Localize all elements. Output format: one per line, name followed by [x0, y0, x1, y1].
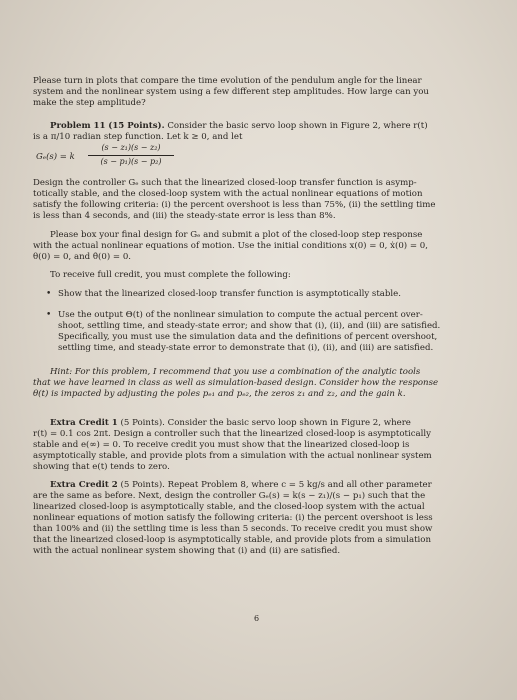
bullet2-line-1: Use the output Θ(t) of the nonlinear simulation to compute the actual percent over-	[58, 310, 423, 320]
extra2-line-1: Repeat Problem 8, where c = 5 kg/s and all other parameter	[167, 480, 432, 490]
extra2-points: (5 Points).	[120, 480, 165, 490]
extra1-line-4: asymptotically stable, and provide plots from a simulation with the actual nonlinear system	[33, 451, 432, 461]
formula-numerator: (s − z₁)(s − z₂)	[101, 143, 161, 152]
extra2-line-3: linearized closed-loop is asymptotically stable, and the closed-loop system with the actual	[33, 502, 425, 512]
extra2-heading-line	[50, 480, 432, 491]
formula-lhs: Gₑ(s) = k	[36, 152, 75, 162]
extra1-points: (5 Points).	[120, 418, 165, 428]
problem11-line-1: Consider the basic servo loop shown in Figure 2, where r(t)	[167, 121, 428, 131]
design-line-1: Design the controller Gₑ such that the linearized closed-loop transfer function is asymp-	[33, 178, 417, 188]
bullet2-line-2: shoot, settling time, and steady-state error; and show that (i), (ii), and (iii) are satisfied.	[58, 321, 441, 331]
bullet-marker-1: •	[46, 289, 52, 299]
extra2-line-4: nonlinear equations of motion satisfy the following criteria: (i) the percent overshoot is less	[33, 513, 433, 523]
bullet-marker-2: •	[46, 310, 52, 320]
credit-intro: To receive full credit, you must complete the following:	[50, 270, 291, 280]
intro-line-2: system and the nonlinear system using a few different step amplitudes. How large can you	[33, 87, 429, 97]
extra1-line-3: stable and e(∞) = 0. To receive credit you must show that the linearized closed-loop is	[33, 440, 410, 450]
formula-fraction-bar	[88, 155, 174, 156]
extra1-line-5: showing that e(t) tends to zero.	[33, 462, 170, 472]
intro-line-1: Please turn in plots that compare the time evolution of the pendulum angle for the linear	[33, 76, 422, 86]
post-line-1: Please box your final design for Gₑ and submit a plot of the closed-loop step response	[50, 230, 423, 240]
extra2-heading: Extra Credit 2	[50, 480, 118, 490]
hint-line-3: θ(t) is impacted by adjusting the poles pₑ₁ and pₑ₂, the zeros z₁ and z₂, and the gain k.	[33, 389, 406, 399]
intro-line-3: make the step amplitude?	[33, 98, 146, 108]
extra1-heading-line	[50, 418, 411, 429]
extra2-line-2: are the same as before. Next, design the controller Gₑ(s) = k(s − z₁)/(s − p₁) such that the	[33, 491, 426, 501]
problem11-line-2: is a π/10 radian step function. Let k ≥ 0, and let	[33, 132, 243, 142]
extra2-line-5: than 100% and (ii) the settling time is less than 5 seconds. To receive credit you must show	[33, 524, 433, 534]
extra1-line-2: r(t) = 0.1 cos 2πt. Design a controller such that the linearized closed-loop is asymptotically	[33, 429, 432, 439]
bullet2-line-4: settling time, and steady-state error to demonstrate that (i), (ii), and (iii) are satisfied.	[58, 343, 434, 353]
extra2-line-7: with the actual nonlinear system showing that (i) and (ii) are satisfied.	[33, 546, 341, 556]
extra2-line-6: that the linearized closed-loop is asymptotically stable, and provide plots from a simulation	[33, 535, 432, 545]
problem11-points: (15 Points).	[108, 121, 165, 131]
hint-line-2: that we have learned in class as well as simulation-based design. Consider how the response	[33, 378, 439, 388]
page-number: 6	[254, 614, 260, 623]
design-line-4: is less than 4 seconds, and (iii) the steady-state error is less than 8%.	[33, 211, 336, 221]
post-line-2: with the actual nonlinear equations of motion. Use the initial conditions x(0) = 0, ẋ(0) = 0,	[33, 241, 428, 251]
design-line-2: totically stable, and the closed-loop system with the actual nonlinear equations of motion	[33, 189, 423, 199]
formula-denominator: (s − p₁)(s − p₂)	[100, 157, 162, 166]
design-line-3: satisfy the following criteria: (i) the percent overshoot is less than 75%, (ii) the settling time	[33, 200, 436, 210]
problem11-heading: Problem 11	[50, 121, 106, 131]
extra1-line-1: Consider the basic servo loop shown in Figure 2, where	[167, 418, 411, 428]
extra1-heading: Extra Credit 1	[50, 418, 118, 428]
hint-line-1: Hint: For this problem, I recommend that you use a combination of the analytic tools	[50, 367, 421, 377]
bullet1-text: Show that the linearized closed-loop transfer function is asymptotically stable.	[58, 289, 401, 299]
post-line-3: θ(0) = 0, and θ̇(0) = 0.	[33, 252, 132, 262]
problem11-heading-line	[50, 121, 428, 132]
bullet2-line-3: Specifically, you must use the simulation data and the definitions of percent overshoot,	[58, 332, 438, 342]
